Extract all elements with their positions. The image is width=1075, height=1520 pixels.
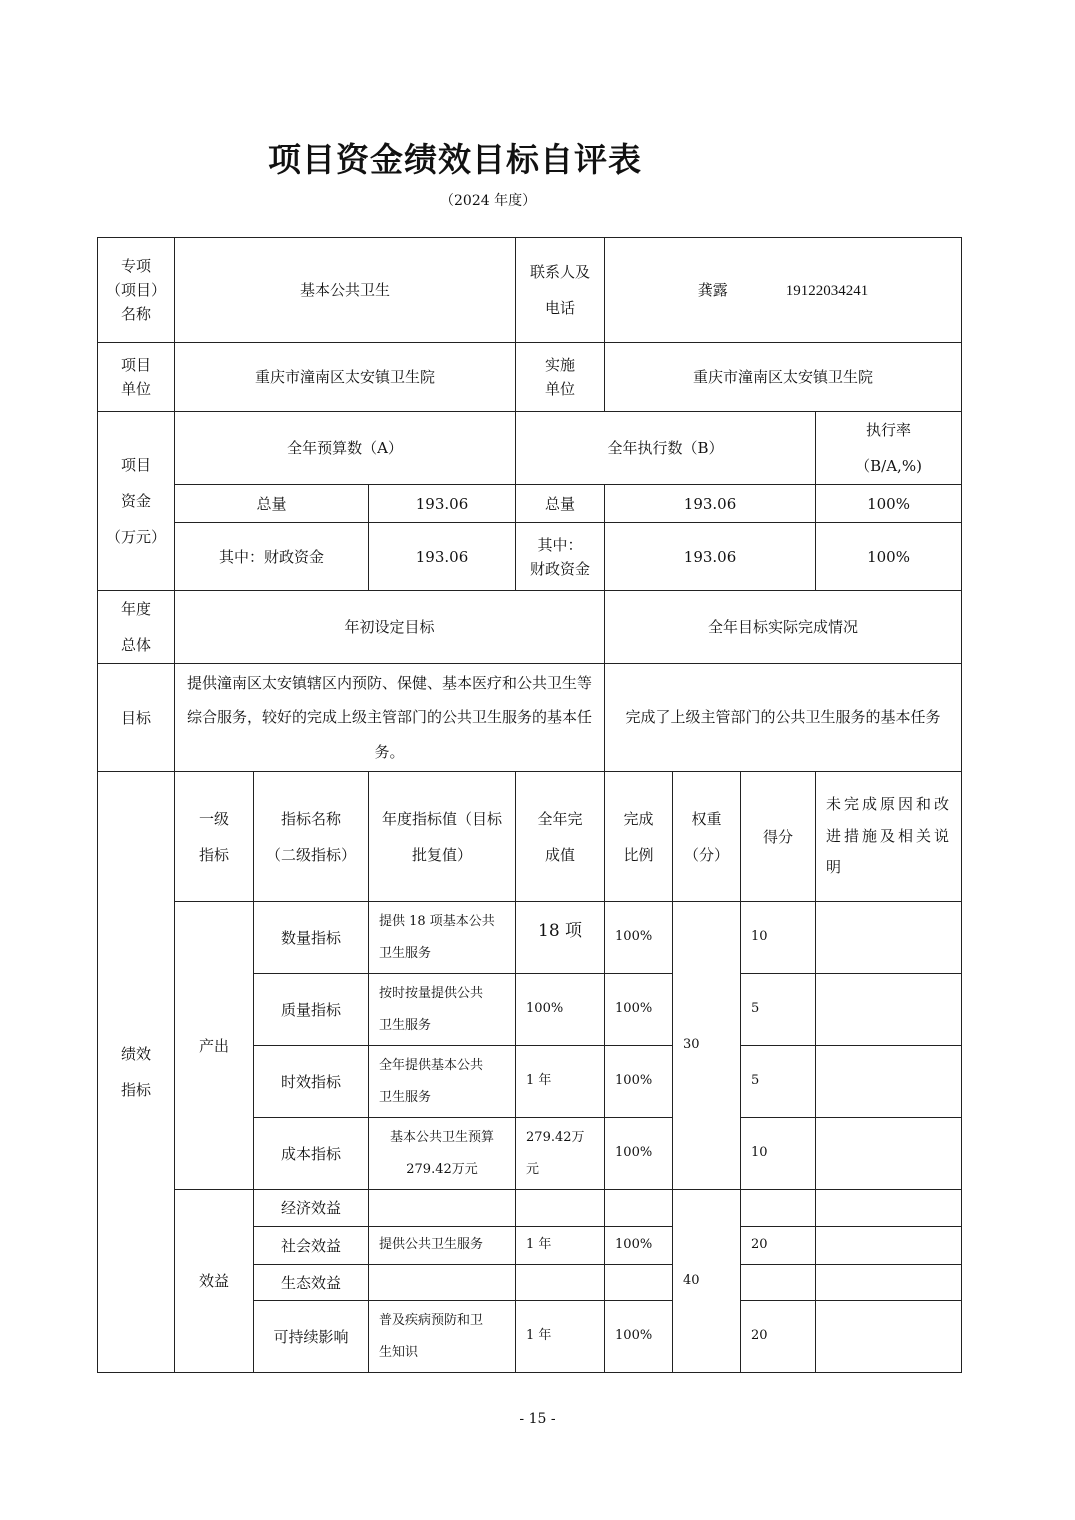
indicator-target: 提供 18 项基本公共 卫生服务 [369,902,516,974]
funds-total-row [98,485,962,523]
indicator-name: 质量指标 [254,974,369,1046]
indicator-actual: 1 年 [516,1046,605,1118]
indicator-target: 按时按量提供公共 卫生服务 [369,974,516,1046]
funds-header-row [98,412,962,485]
indicator-actual: 18 项 [516,902,605,974]
indicator-note [816,1265,962,1301]
indicator-ratio: 100% [605,1301,673,1373]
contact-value [605,238,962,343]
total-exec-label: 总量 [516,485,605,523]
indicator-actual [516,1265,605,1301]
indicator-target: 提供公共卫生服务 [369,1227,516,1265]
contact-label: 联系人及 电话 [516,238,605,343]
indicator-score: 20 [741,1227,816,1265]
indicator-note [816,1046,962,1118]
indicator-ratio [605,1190,673,1227]
indicator-name: 数量指标 [254,902,369,974]
indicator-ratio: 100% [605,1046,673,1118]
actual-value-header: 全年完 成值 [516,772,605,902]
indicator-actual: 1 年 [516,1301,605,1373]
impl-unit-value: 重庆市潼南区太安镇卫生院 [605,343,962,412]
indicator-note [816,902,962,974]
unit-row [98,343,962,412]
weight-header: 权重 （分） [673,772,741,902]
project-unit-value: 重庆市潼南区太安镇卫生院 [175,343,516,412]
project-unit-label: 项目 单位 [98,343,175,412]
note-header: 未完成原因和改进措施及相关说明 [816,772,962,902]
indicator-target: 全年提供基本公共 卫生服务 [369,1046,516,1118]
indicator-name: 经济效益 [254,1190,369,1227]
indicator-name: 可持续影响 [254,1301,369,1373]
indicator-name: 生态效益 [254,1265,369,1301]
indicator-actual: 1 年 [516,1227,605,1265]
output-label: 产出 [175,902,254,1190]
indicator-score: 5 [741,1046,816,1118]
indicator-score: 5 [741,974,816,1046]
exec-header: 全年执行数（B） [516,412,816,485]
total-exec: 193.06 [605,485,816,523]
indicator-score [741,1190,816,1227]
benefit-weight: 40 [673,1190,741,1373]
funds-label: 项目 资金 （万元） [98,412,175,591]
goals-content-row [98,664,962,772]
indicator-ratio: 100% [605,974,673,1046]
project-name-row [98,238,962,343]
indicator-ratio: 100% [605,1227,673,1265]
indicator-target: 普及疾病预防和卫 生知识 [369,1301,516,1373]
indicator-name: 社会效益 [254,1227,369,1265]
rate-header: 执行率 （B/A,%) [816,412,962,485]
indicator-score: 10 [741,1118,816,1190]
project-name-value: 基本公共卫生 [175,238,516,343]
indicator-ratio: 100% [605,1118,673,1190]
level1-header: 一级 指标 [175,772,254,902]
fiscal-label: 其中：财政资金 [175,523,369,591]
initial-goal-text: 提供潼南区太安镇辖区内预防、保健、基本医疗和公共卫生等综合服务，较好的完成上级主管部门的公共卫生服务的基本任务。 [175,664,605,772]
actual-goal-header: 全年目标实际完成情况 [605,591,962,664]
target-value-header: 年度指标值（目标 批复值） [369,772,516,902]
indicator-ratio [605,1265,673,1301]
indicator-actual: 279.42万 元 [516,1118,605,1190]
indicator-score [741,1265,816,1301]
indicator-target [369,1265,516,1301]
fiscal-rate: 100% [816,523,962,591]
indicators-label: 绩效 指标 [98,772,175,1373]
indicator-note [816,1227,962,1265]
budget-header: 全年预算数（A） [175,412,516,485]
impl-unit-label: 实施 单位 [516,343,605,412]
indicator-note [816,1190,962,1227]
project-name-label: 专项 （项目） 名称 [98,238,175,343]
indicator-actual: 100% [516,974,605,1046]
indicator-header-row [98,772,962,902]
indicator-target: 基本公共卫生预算 279.42万元 [369,1118,516,1190]
total-budget: 193.06 [369,485,516,523]
goals-header-row [98,591,962,664]
fiscal-exec: 193.06 [605,523,816,591]
contact-name: 龚露 [697,280,728,299]
total-label: 总量 [175,485,369,523]
indicator-note [816,1301,962,1373]
indicator-score: 20 [741,1301,816,1373]
benefit-label: 效益 [175,1190,254,1373]
indicator-name: 时效指标 [254,1046,369,1118]
score-header: 得分 [741,772,816,902]
indicator-name-header: 指标名称 （二级指标） [254,772,369,902]
overall-label: 年度 总体 [98,591,175,664]
target-label: 目标 [98,664,175,772]
indicator-name: 成本指标 [254,1118,369,1190]
evaluation-table [97,237,962,1373]
table-row [98,1190,962,1227]
actual-goal-text: 完成了上级主管部门的公共卫生服务的基本任务 [605,664,962,772]
contact-phone: 19122034241 [785,282,869,299]
indicator-note [816,974,962,1046]
indicator-actual [516,1190,605,1227]
page-number: - 15 - [519,1411,556,1427]
initial-goal-header: 年初设定目标 [175,591,605,664]
indicator-note [816,1118,962,1190]
fiscal-exec-label: 其中： 财政资金 [516,523,605,591]
funds-fiscal-row [98,523,962,591]
indicator-score: 10 [741,902,816,974]
output-weight: 30 [673,902,741,1190]
page-subtitle: （2024 年度） [440,193,537,209]
total-rate: 100% [816,485,962,523]
indicator-target [369,1190,516,1227]
fiscal-budget: 193.06 [369,523,516,591]
page-title: 项目资金绩效目标自评表 [268,140,642,179]
indicator-ratio: 100% [605,902,673,974]
ratio-header: 完成 比例 [605,772,673,902]
table-row [98,902,962,974]
